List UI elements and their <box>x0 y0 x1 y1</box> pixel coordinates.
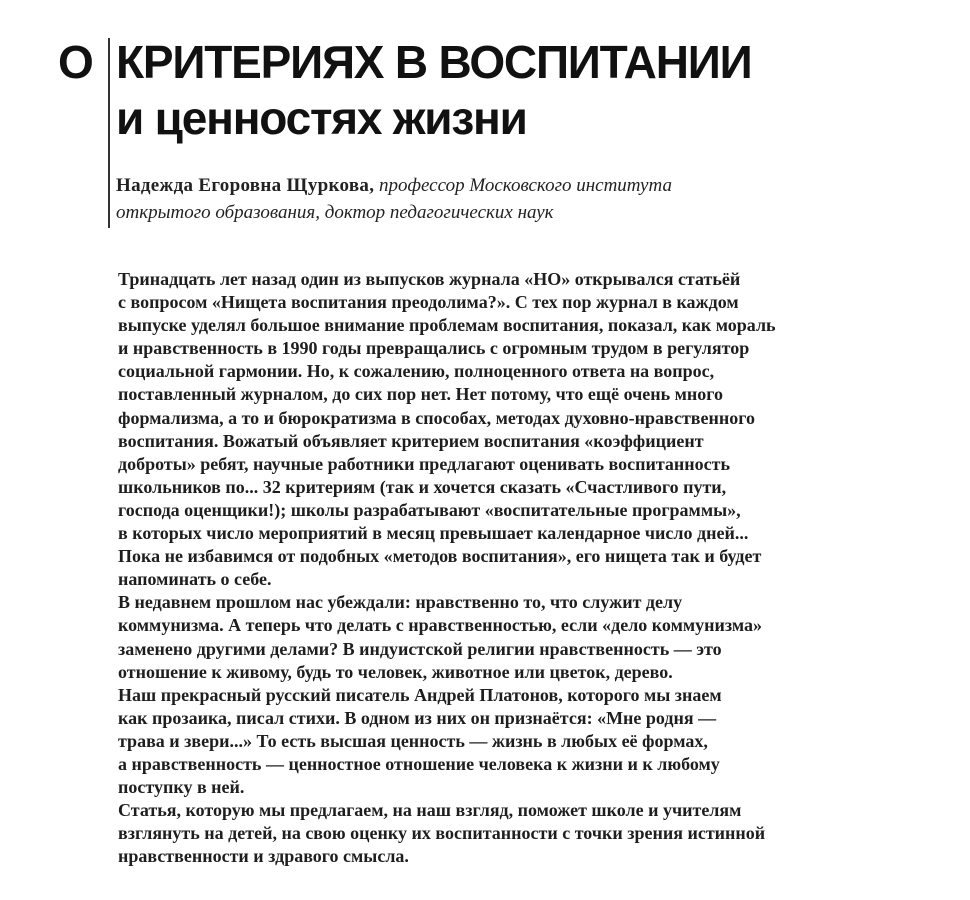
title-initial-letter: О <box>58 36 93 88</box>
body-line: коммунизма. А теперь что делать с нравственностью, если «дело коммунизма» <box>118 615 762 636</box>
body-line: Наш прекрасный русский писатель Андрей Платонов, которого мы знаем <box>118 684 722 705</box>
body-line: господа оценщики!); школы разрабатывают «воспитательные программы», <box>118 499 741 520</box>
title-line-1: КРИТЕРИЯХ В ВОСПИТАНИИ <box>116 36 752 88</box>
body-line: а нравственность — ценностное отношение человека к жизни и к любому <box>118 753 720 774</box>
author-role-line-1: профессор Московского института <box>379 175 672 196</box>
author-name: Надежда Егоровна Щуркова, <box>116 175 375 196</box>
article-lead-text <box>118 268 878 868</box>
body-line: заменено другими делами? В индуистской религии нравственность — это <box>118 638 722 659</box>
body-line: поступку в ней. <box>118 777 245 798</box>
body-line: нравственности и здравого смысла. <box>118 846 409 867</box>
title-divider-bar <box>108 38 110 228</box>
body-line: доброты» ребят, научные работники предлагают оценивать воспитанность <box>118 453 731 474</box>
body-line: в которых число мероприятий в месяц превышает календарное число дней... <box>118 523 749 544</box>
body-line: Тринадцать лет назад один из выпусков журнала «НО» открывался статьёй <box>118 269 741 289</box>
body-line: взглянуть на детей, на свою оценку их воспитанности с точки зрения истинной <box>118 823 766 844</box>
title-line-2: и ценностях жизни <box>116 92 527 144</box>
body-line: В недавнем прошлом нас убеждали: нравственно то, что служит делу <box>118 592 683 613</box>
body-line: поставленный журналом, до сих пор нет. Нет потому, что ещё очень много <box>118 384 724 405</box>
body-line: Пока не избавимся от подобных «методов воспитания», его нищета так и будет <box>118 546 762 567</box>
body-line: выпуске уделял большое внимание проблемам воспитания, показал, как мораль <box>118 315 776 336</box>
body-line: отношение к живому, будь то человек, животное или цветок, дерево. <box>118 661 673 682</box>
article-title <box>116 34 751 146</box>
body-line: воспитания. Вожатый объявляет критерием воспитания «коэффициент <box>118 430 704 451</box>
body-line: школьников по... 32 критериям (так и хочется сказать «Счастливого пути, <box>118 476 727 497</box>
body-line: с вопросом «Нищета воспитания преодолима?». С тех пор журнал в каждом <box>118 292 739 313</box>
body-line: напоминать о себе. <box>118 569 272 590</box>
body-line: трава и звери...» То есть высшая ценность — жизнь в любых её формах, <box>118 730 708 751</box>
body-line: и нравственность в 1990 годы превращались с огромным трудом в регулятор <box>118 338 750 359</box>
body-line: как прозаика, писал стихи. В одном из них он признаётся: «Мне родня — <box>118 707 717 728</box>
body-line: формализма, а то и бюрократизма в способах, методах духовно-нравственного <box>118 407 755 428</box>
body-line: социальной гармонии. Но, к сожалению, полноценного ответа на вопрос, <box>118 361 715 382</box>
author-byline <box>116 172 836 226</box>
body-line: Статья, которую мы предлагаем, на наш взгляд, поможет школе и учителям <box>118 800 742 821</box>
author-role-line-2: открытого образования, доктор педагогических наук <box>116 202 554 223</box>
